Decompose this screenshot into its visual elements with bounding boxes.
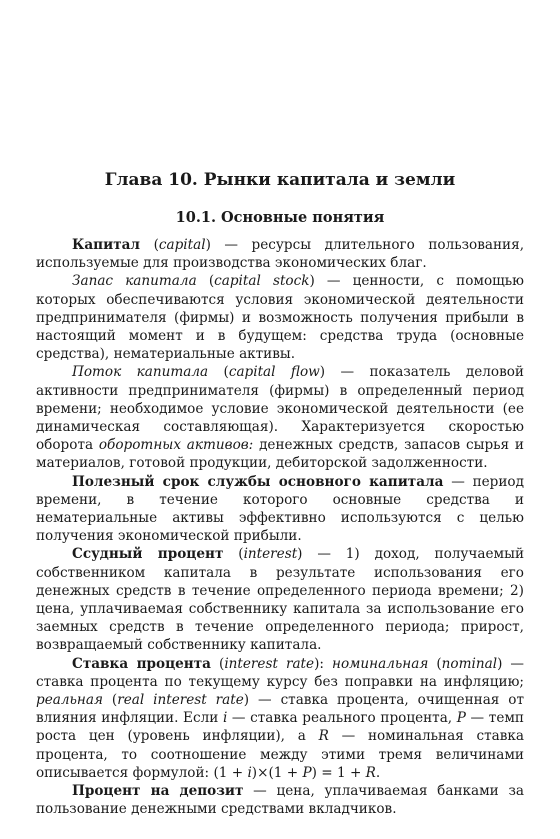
paragraph-deposit-rate xyxy=(36,782,524,818)
term-bold: Ссудный процент xyxy=(72,546,224,563)
text-run: — ставка реального процента, xyxy=(227,710,457,727)
text-run: денежных средств, запасов сырья и материалов, готовой продукции, дебиторской задолженности. xyxy=(36,437,524,472)
term-italic: P xyxy=(302,764,312,781)
section-title: 10.1. Основные понятия xyxy=(175,209,385,226)
text-run: ) — ставка процента, очищенная от влияния инфляции. Если xyxy=(36,692,525,727)
term-italic: capital flow xyxy=(228,364,320,381)
term-italic: real interest rate xyxy=(117,692,244,709)
paragraph-capital-stock xyxy=(36,272,524,363)
term-italic: оборотных активов: xyxy=(98,437,254,454)
paragraph-capital-flow xyxy=(36,363,524,472)
text-run: ) — показатель деловой активности предпринимателя (фирмы) в определенный период времени; необходимое условие экономической деятельности (ее динамическая составляющая). Характеризуется скоростью оборота xyxy=(36,364,524,454)
text-run: . xyxy=(375,764,381,781)
text-run: ) — 1) доход, получаемый собственником капитала в результате использования его денежных средств в течение определенного периода времени; 2) цена, уплачиваемая собственнику капитала за использование его заемных средств в течение определенного периода; прирост, возвращаемый собственнику капитала. xyxy=(36,546,525,654)
term-bold: Капитал xyxy=(72,237,141,253)
text-run: ( xyxy=(140,237,159,253)
text-run: — номинальная ставка процента, то соотношение между этими тремя величинами описывается формулой: (1 + xyxy=(36,728,524,781)
term-italic: Запас капитала xyxy=(72,273,197,290)
term-italic: interest xyxy=(243,546,298,563)
body-text xyxy=(36,236,524,819)
text-run: ( xyxy=(208,364,229,381)
paragraph-useful-life xyxy=(36,473,524,546)
text-run: ( xyxy=(223,546,244,563)
chapter-title: Глава 10. Рынки капитала и земли xyxy=(104,170,456,190)
text-run: ( xyxy=(210,655,225,672)
term-bold: Полезный срок службы основного капитала xyxy=(72,473,444,490)
text-run: — период времени, в течение которого основные средства и нематериальные активы эффективно используются с целью получения экономической прибыли. xyxy=(36,473,524,545)
text-run: )×(1 + xyxy=(251,764,303,781)
text-run: — цена, уплачиваемая банками за пользование денежными средствами вкладчиков. xyxy=(36,783,524,818)
text-run: ) — ценности, с помощью которых обеспечиваются условия экономической деятельности предпринимателя (фирмы) и возможность получения прибыли в настоящий момент и в будущем: средства труда (основные средства), нематериальные активы. xyxy=(36,273,525,363)
term-bold: Процент на депозит xyxy=(72,783,244,800)
term-italic: R xyxy=(365,764,376,781)
text-run: ( xyxy=(102,692,118,709)
term-italic: capital stock xyxy=(214,273,310,290)
term-italic: P xyxy=(456,710,466,727)
term-italic: номинальная xyxy=(331,655,429,672)
term-bold: Ставка процента xyxy=(72,655,211,672)
term-italic: capital xyxy=(158,237,206,253)
text-run: ) — ставка процента по текущему курсу без поправки на инфляцию; xyxy=(36,655,524,690)
term-italic: nominal xyxy=(441,655,498,672)
text-run: ): xyxy=(314,655,332,672)
paragraph-interest xyxy=(36,545,524,654)
term-italic: interest rate xyxy=(224,655,315,672)
text-run: ) = 1 + xyxy=(311,764,366,781)
term-italic: реальная xyxy=(36,692,103,709)
term-italic: Поток капитала xyxy=(72,364,209,381)
paragraph-capital xyxy=(36,236,524,272)
term-italic: i xyxy=(222,710,228,727)
text-run: ( xyxy=(196,273,215,290)
text-run: ) — ресурсы длительного пользования, используемые для производства экономических благ. xyxy=(36,237,525,272)
text-run: — темп роста цен (уровень инфляции), а xyxy=(36,710,524,745)
term-italic: R xyxy=(318,728,329,745)
text-run: ( xyxy=(428,655,442,672)
term-italic: i xyxy=(247,764,252,781)
paragraph-interest-rate xyxy=(36,655,524,782)
